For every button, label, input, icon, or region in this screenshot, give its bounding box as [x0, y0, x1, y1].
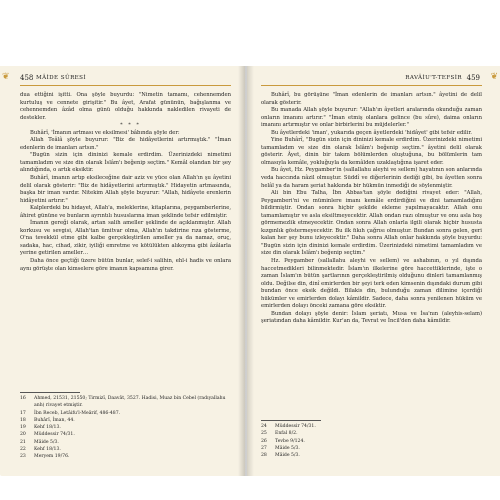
footnote-number: 23	[20, 454, 26, 460]
footnote-number: 21	[20, 439, 26, 445]
footnote-number: 22	[20, 447, 26, 453]
footnote-text: İbn Receb, Letâifu'l-Meârif, 486-487.	[34, 410, 121, 416]
footnote-number: 26	[261, 438, 267, 444]
footnote-text: Mâide 5/3.	[34, 439, 59, 445]
footnote-text: Mâide 5/3.	[275, 445, 300, 451]
footnote-text: Meryem 19/76.	[34, 454, 70, 460]
left-page	[0, 66, 245, 476]
section-separator: * * *	[120, 122, 141, 129]
footnote-number: 16	[20, 396, 26, 401]
footnote-text: Mâide 5/3.	[275, 453, 300, 459]
paragraph: Bu manada Allah şöyle buyurur: "Allah'ın âyetleri aralarında okunduğu zaman onların imanını artırır." "İman etmiş olanlara gelince (bu sûre), daima onların imanını artırmıştır ve onlar birbirlerini bu müjdelerler."	[261, 107, 482, 129]
header-rule	[20, 85, 231, 86]
header-rule	[261, 85, 482, 86]
paragraph: İmanın gereği olarak, artan salih ameller şeklinde de açıklanmıştır. Allah korkusu ve sevgisi, Allah'tan ümitvar olma, Allah'ın takdirine rıza gösterme, O'na tevekkül etme gibi kalbe gerçekleştirilen ameller ya da namaz, oruç, sadaka, hac, cihad, zikir, iyiliği emretme ve kötülükten alıkoyma gibi âzâlarla yerine getirilen ameller…	[20, 220, 231, 257]
footnote-number: 24	[261, 424, 267, 429]
paragraph: Daha önce geçtiği üzere bütün bunlar, selef-i salihin, ehl-i hadis ve onlara aynı görüşte olan kimselere göre imanın kapsamına girer.	[20, 258, 231, 272]
left-running-title: MÂİDE SÛRESİ	[36, 75, 87, 81]
paragraph: Ali bin Ebu Talha, İbn Abbas'tan şöyle dediğini rivayet eder: "Allah, Peygamberi'ni ve müminlere imanı kemâle erdirdiğini ve dini tamamladığını bildirmiştir. Ondan sonra hiçbir şekilde ekleme yapılmayacaktır. Allah onu tamamlamıştır ve asla eksiltmeyecektir. Allah ondan razı olmuştur ve onu asla hoş görmemezlik etmeyecektir. Ondan sonra Allah onlarla ilgili olarak hiçbir hususta kızgınlık göstermeyecektir. Bu ilk fıkıh çağrısı olmuştur. Bundan sonra gelen, geri kalan her şey bunu izleyecektir." Daha sonra Allah onlar hakkında şöyle buyurdu: "Bugün sizin için dininizi kemale erdirdim. Üzerinizdeki nimetimi tamamladım ve size din olarak İslâm'ı beğenip seçtim."	[261, 190, 482, 257]
footnote-rule	[261, 420, 321, 421]
paragraph: "Bugün sizin için dininizi kemale erdirdim. Üzerinizdeki nimetimi tamamladım ve size din olarak İslâm'ı beğenip seçtim." Kemâl olandan bir şey alındığında, o artık eksiktir.	[20, 152, 231, 174]
footnote	[20, 446, 231, 453]
right-body-text	[261, 92, 482, 326]
footnote	[20, 410, 231, 417]
footnote	[261, 438, 482, 445]
left-body-text	[20, 92, 231, 273]
right-running-title: RAVÂİU'T-TEFSİR	[405, 75, 462, 81]
left-running-header	[20, 74, 229, 84]
paragraph: Bu âyet, Hz. Peygamber'in (sallallahu aleyhi ve sellem) hayatının son anlarında veda haccında nâzil olmuştur. Süddî ve diğerlerinin dediği gibi, bu âyetten sonra helâl ya da haram şeriat hakkında bir hükmün inmediği de söylenmiştir.	[261, 167, 482, 189]
floral-ornament-icon: ❦	[2, 72, 10, 82]
paragraph: Bu âyetlerdeki 'iman', yukarıda geçen âyetlerdeki 'hidâyet' gibi tefsir edilir.	[271, 129, 472, 136]
floral-ornament-icon: ❦	[490, 72, 498, 82]
paragraph: Hz. Peygamber (sallallahu aleyhi ve sellem) ve ashabının, o yıl dışında haccetmedikleri bilinmektedir. İslam'ın ilkelerine göre haccettiklerinde, işte o zaman İslam'ın bütün şartlarının gerçekleştirilmiş olduğunu dinleri tamamlanmış oldu. Değilse din, dinî emirlerden bir şeyi terk eden kimsenin dışındaki durum gibi bundan önce eksik değildi. Bilakis din, bulunduğu zaman dilimine içerdiği hükümler ve emirlerden dolayı kâmildir. Sadece, daha sonra yenilenen hüküm ve emirlerden dolayı önceki zamana göre eksiktir.	[261, 258, 482, 310]
left-page-number: 458	[20, 74, 34, 82]
paragraph: Buhârî, 'İmanın artması ve eksilmesi' bâbında şöyle der:	[30, 129, 180, 136]
footnote-text: Enfal 8/2.	[275, 431, 298, 437]
paragraph: Buhârî, bu görüşüne "İman edenlerin de imanları artsın." âyetini de delil olarak gösterir.	[261, 92, 482, 106]
footnote	[20, 424, 231, 431]
book-gutter-shadow	[238, 66, 254, 476]
paragraph: Yine Buhârî, "Bugün sizin için dininizi kemale erdirdim. Üzerinizdeki nimetimi tamamladım ve size din olarak İslâm'ı beğenip seçtim." âyetini delil olarak gösterir. Âyet, dinin bir takım bölümlerden oluştuğuna, bu bölümlerin tam olmasıyla kemâle, yokluğuyla da kemâlden uzaklaştığına işaret eder.	[261, 137, 482, 166]
footnote-rule	[20, 392, 80, 393]
footnote-number: 19	[20, 425, 26, 431]
left-footnotes	[20, 395, 231, 461]
paragraph: Kalplerdeki bu hidayet, Allah'a, meleklerine, kitaplarına, peygamberlerine, âhiret gününe ve bunların ayrıntılı hususlarına iman şeklinde tefsir edilmiştir.	[20, 205, 231, 219]
footnote-text: Müddessir 74/31.	[275, 424, 316, 429]
footnote-number: 20	[20, 432, 26, 438]
footnote-number: 27	[261, 445, 267, 451]
footnote-text: Kehf 18/13.	[34, 425, 61, 431]
paragraph: Allah Teâlâ şöyle buyurur: "Biz de hidâyetlerini artırmıştık." "İman edenlerin de imanları artsın."	[20, 137, 231, 151]
footnote	[261, 430, 482, 437]
footnote	[20, 417, 231, 424]
right-running-header	[261, 74, 480, 84]
footnote-number: 28	[261, 453, 267, 459]
footnote	[20, 453, 231, 460]
footnote-text: Buhârî, İman, 44.	[34, 417, 75, 423]
footnote	[20, 439, 231, 446]
paragraph: Buhârî, imanın artıp eksileceğine dair aziz ve yüce olan Allah'ın şu âyetini delil olarak gösterir: "Biz de hidâyetlerini artırmıştık." Hidayetin artmasında, başka bir iman vardır. Nitekim Allah şöyle buyurur: "Allah, hidâyete erenlerin hidâyetini artırır."	[20, 175, 231, 204]
footnote	[20, 431, 231, 438]
footnote	[261, 445, 482, 452]
footnote	[261, 452, 482, 459]
footnote	[20, 395, 231, 410]
footnote-text: Kehf 18/13.	[34, 447, 61, 453]
footnote-text: Tevbe 9/124.	[275, 438, 305, 444]
footnote-number: 25	[261, 431, 267, 437]
footnote-text: Ahmed, 21531, 21550; Tirmizî, Daavât, 3527. Hadisi, Muaz bin Cebel (radıyallahu anh) rivayet etmiştir.	[34, 396, 226, 409]
paragraph: Bundan dolayı şöyle denir: İslam şeriatı, Musa ve İsa'nın (aleyhis-selam) şeriatından daha kâmildir. Kur'an da, Tevrat ve İncil'den daha kâmildir.	[261, 310, 482, 325]
right-page-number: 459	[466, 74, 480, 82]
footnote-number: 17	[20, 410, 26, 416]
paragraph: dua ettiğini işitti. Ona şöyle buyurdu: "Nimetin tamamı, cehennemden kurtuluş ve cennete girişitir." Bu âyet, Arafat gününün, bağışlanma ve cehennemden âzâd olma günü olduğu hakkında nakledilen rivayeti de destekler.	[20, 92, 231, 121]
right-page	[247, 66, 500, 476]
footnote-number: 18	[20, 417, 26, 423]
right-footnotes	[261, 423, 482, 459]
footnote	[261, 423, 482, 430]
footnote-text: Müddessir 74/31.	[34, 432, 75, 438]
